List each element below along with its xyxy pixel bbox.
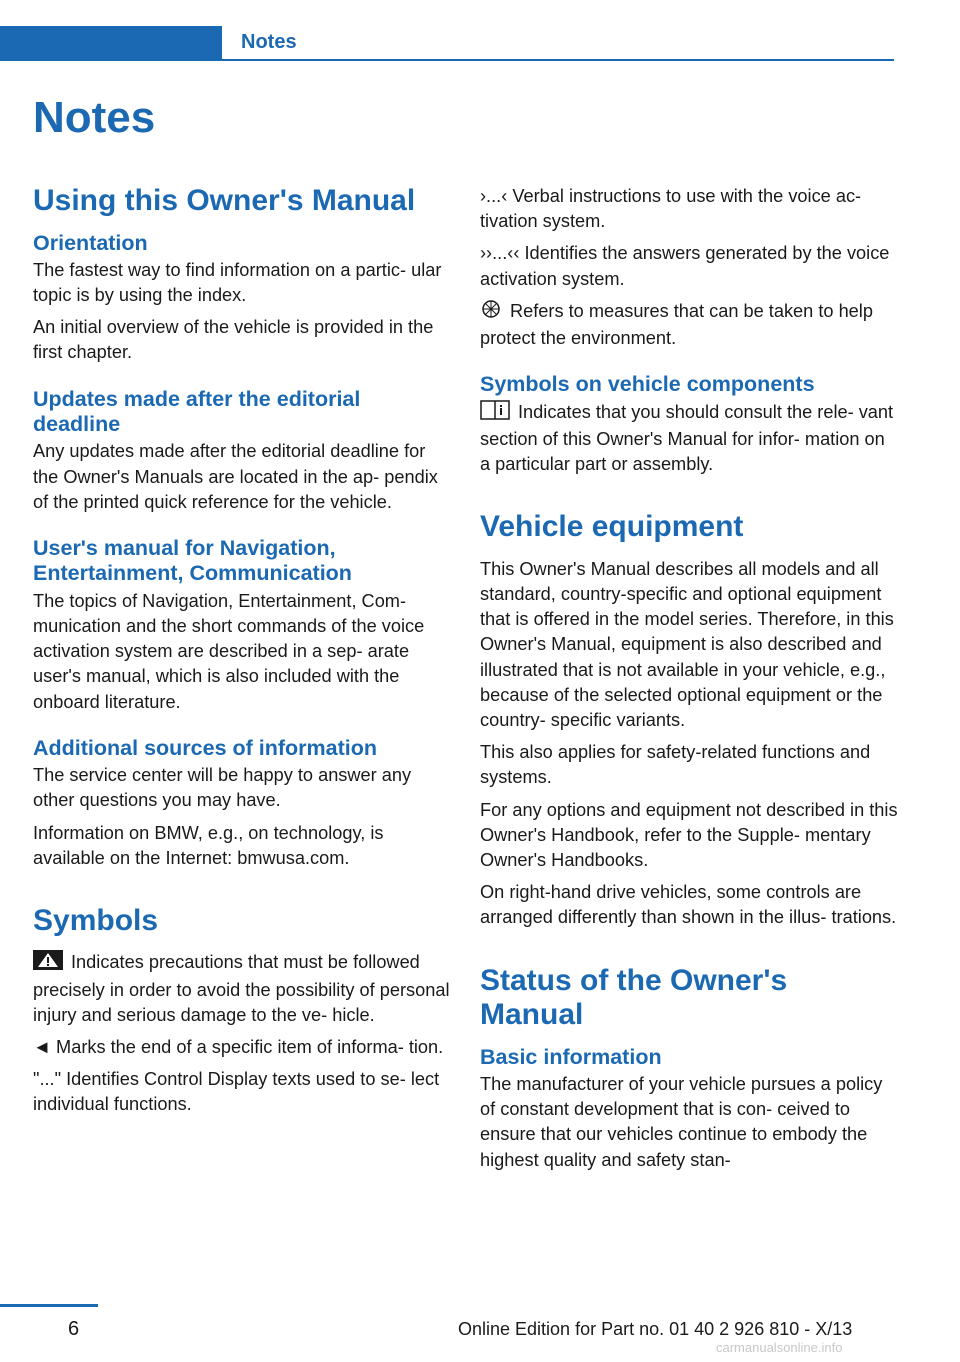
basic-information-paragraph: The manufacturer of your vehicle pursues a policy of constant development that is con- ceived to ensure that our vehicles continue to embody the highest quality and safety stan- (480, 1073, 883, 1170)
subsection-title-orientation: Orientation (33, 230, 148, 255)
symbols-paragraph-warning (33, 950, 451, 1028)
left-column (33, 184, 451, 1125)
symbols-paragraph-end-mark: ◄ Marks the end of a specific item of informa- tion. (33, 1037, 444, 1058)
header-accent-bar (0, 26, 222, 61)
subsection-title-basic-information: Basic information (480, 1044, 662, 1069)
symbols-paragraph-display-texts: "..." Identifies Control Display texts used to se- lect individual functions. (33, 1069, 440, 1115)
symbols-warning-text: Indicates precautions that must be followed precisely in order to avoid the possibility of personal injury and serious damage to the ve- hicle. (33, 952, 450, 1025)
section-title-vehicle-equipment: Vehicle equipment (480, 510, 744, 544)
updates-paragraph-1: Any updates made after the editorial deadline for the Owner's Manuals are located in the ap- pendix of the printed quick reference for the vehicle. (33, 441, 438, 512)
voice-answers-paragraph: ››...‹‹ Identifies the answers generated by the voice activation system. (480, 243, 890, 289)
subsection-title-vehicle-components: Symbols on vehicle components (480, 372, 815, 397)
footer-edition-text: Online Edition for Part no. 01 40 2 926 810 - X/13 (458, 1319, 853, 1339)
environment-icon (480, 299, 502, 326)
footer-rule (0, 1304, 98, 1307)
components-paragraph (480, 400, 898, 478)
section-title-status: Status of the Owner's Manual (480, 963, 788, 1032)
sources-paragraph-2: Information on BMW, e.g., on technology, is available on the Internet: bmwusa.com. (33, 822, 384, 868)
section-title-using-manual: Using this Owner's Manual (33, 184, 416, 217)
equipment-paragraph-1: This Owner's Manual describes all models and all standard, country-specific and optional equipment that is offered in the model series. Therefore, in this Owner's Manual, equipment is also described and illustrated that is not available in your vehicle, e.g., because of the selected optional equipment or the country- specific variants. (480, 558, 894, 730)
warning-triangle-icon (33, 950, 63, 977)
orientation-paragraph-2: An initial overview of the vehicle is provided in the first chapter. (33, 317, 434, 363)
header-rule (222, 59, 894, 61)
page-number: 6 (68, 1318, 80, 1340)
subsection-title-additional-sources: Additional sources of information (33, 735, 378, 760)
environment-paragraph (480, 299, 898, 351)
voice-instructions-paragraph: ›...‹ Verbal instructions to use with the voice ac- tivation system. (480, 186, 862, 232)
subsection-title-updates: Updates made after the editorial deadline (33, 386, 361, 437)
watermark-text: carmanualsonline.info (716, 1340, 843, 1355)
environment-text: Refers to measures that can be taken to help protect the environment. (480, 300, 873, 349)
navigation-paragraph-1: The topics of Navigation, Entertainment, Com- munication and the short commands of the voice activation system are described in a sep- arate user's manual, which is also included with the onboard literature. (33, 590, 425, 712)
equipment-paragraph-4: On right-hand drive vehicles, some controls are arranged differently than shown in the illus- trations. (480, 882, 897, 928)
manual-book-icon (480, 400, 510, 427)
running-header-title: Notes (241, 31, 297, 53)
page-title: Notes (33, 93, 156, 142)
orientation-paragraph-1: The fastest way to find information on a partic- ular topic is by using the index. (33, 259, 442, 306)
sources-paragraph-1: The service center will be happy to answer any other questions you may have. (33, 765, 412, 811)
section-title-symbols: Symbols (33, 903, 159, 937)
subsection-title-navigation-manual: User's manual for Navigation, Entertainment, Communication (33, 536, 352, 586)
equipment-paragraph-3: For any options and equipment not described in this Owner's Handbook, refer to the Supple- mentary Owner's Handbooks. (480, 799, 898, 870)
right-column (480, 184, 898, 1180)
components-text: Indicates that you should consult the rele- vant section of this Owner's Manual for infor- mation on a particular part or assembly. (480, 401, 894, 474)
equipment-paragraph-2: This also applies for safety-related functions and systems. (480, 742, 871, 788)
